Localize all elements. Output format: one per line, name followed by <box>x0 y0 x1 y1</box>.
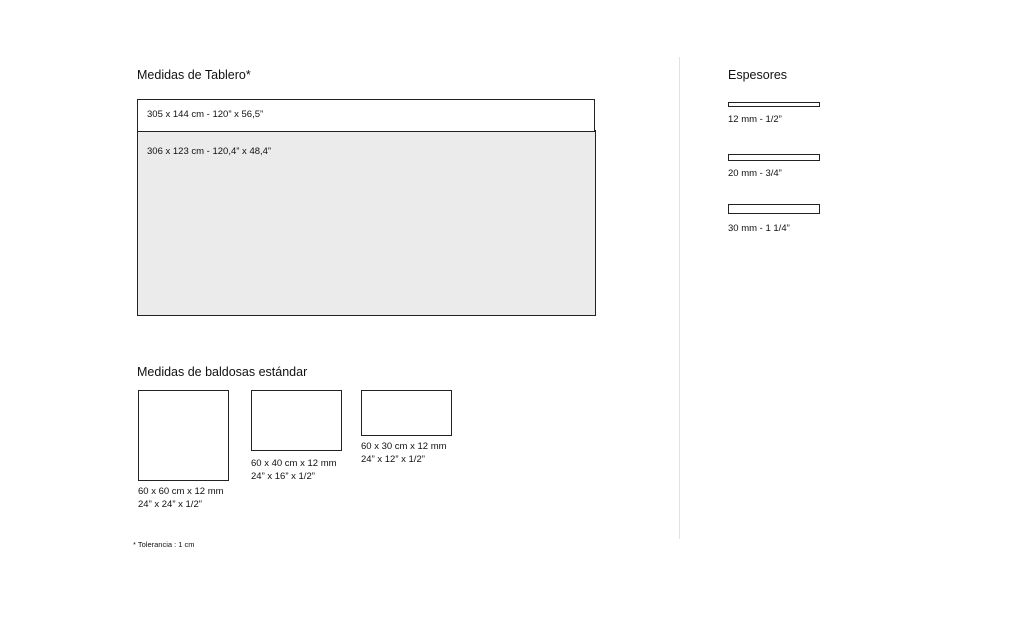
slab-section-title: Medidas de Tablero* <box>137 68 251 82</box>
tile-60x30-outline <box>361 390 452 436</box>
tile-60x60-outline <box>138 390 229 481</box>
thickness-20mm-bar <box>728 154 820 161</box>
tile-60x40-metric: 60 x 40 cm x 12 mm <box>251 458 337 469</box>
tile-60x30-metric: 60 x 30 cm x 12 mm <box>361 441 447 452</box>
column-divider <box>679 57 680 539</box>
slab-outline-large <box>137 130 596 316</box>
tile-60x60-metric: 60 x 60 cm x 12 mm <box>138 486 224 497</box>
slab-outline-small <box>137 99 595 132</box>
tile-60x40-imperial: 24” x 16” x 1/2” <box>251 471 315 482</box>
tile-60x40-outline <box>251 390 342 451</box>
thickness-12mm-bar <box>728 102 820 107</box>
thickness-12mm-label: 12 mm - 1/2” <box>728 114 782 125</box>
thickness-section-title: Espesores <box>728 68 788 82</box>
tolerance-footnote: * Tolerancia : 1 cm <box>133 540 195 549</box>
slab-label-small: 305 x 144 cm - 120” x 56,5” <box>147 109 264 120</box>
thickness-30mm-label: 30 mm - 1 1/4” <box>728 223 790 234</box>
thickness-20mm-label: 20 mm - 3/4” <box>728 168 782 179</box>
tiles-section-title: Medidas de baldosas estándar <box>137 365 308 379</box>
tile-60x30-imperial: 24” x 12” x 1/2” <box>361 454 425 465</box>
tile-60x60-imperial: 24” x 24” x 1/2” <box>138 499 202 510</box>
slab-label-large: 306 x 123 cm - 120,4” x 48,4” <box>147 146 272 157</box>
thickness-30mm-bar <box>728 204 820 214</box>
